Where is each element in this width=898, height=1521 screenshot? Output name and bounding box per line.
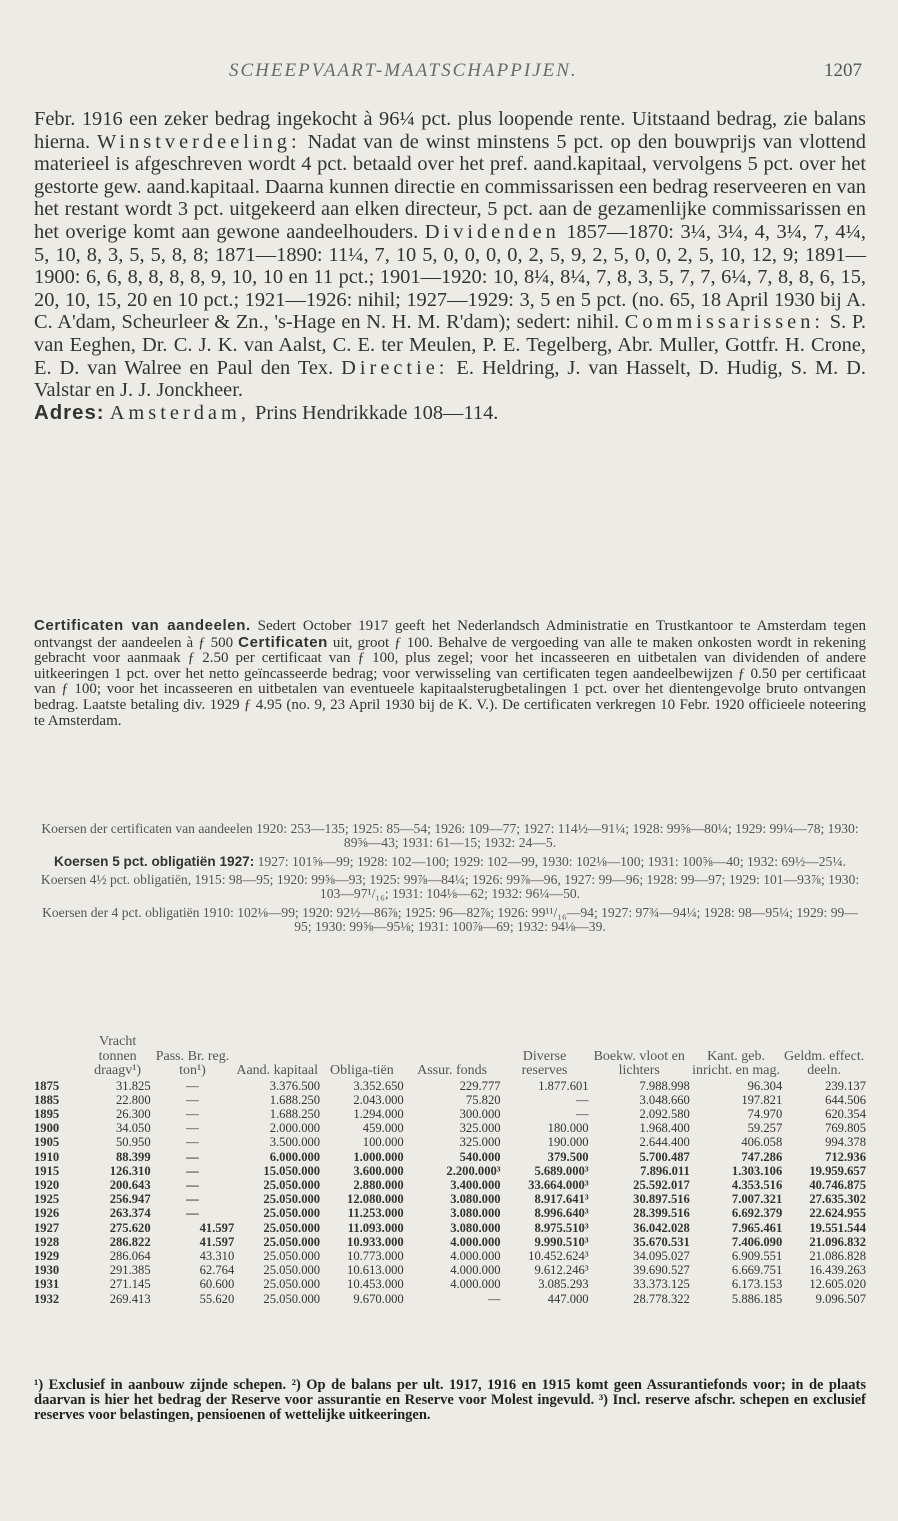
table-header-cell: Boekw. vloot en lichters (593, 1048, 685, 1078)
para1-text-1: Febr. 1916 een zeker bedrag ingekocht à 96¼ pct. plus loopende rente. Uitstaand bedrag, zie balans hierna. (34, 108, 866, 153)
certificaten-paragraph (34, 618, 866, 729)
table-cell: 21.086.828 (809, 1248, 866, 1263)
table-cell: 1.688.250 (269, 1092, 321, 1107)
table-cell: 286.064 (109, 1248, 151, 1263)
table-cell: 75.820 (465, 1092, 501, 1107)
table-cell: 1.294.000 (353, 1106, 404, 1121)
table-cell: — (186, 1163, 199, 1178)
table-cell: 50.950 (116, 1135, 151, 1150)
table-cell: 4.000.000 (450, 1263, 501, 1278)
table-cell: 271.145 (109, 1277, 151, 1292)
table-cell: 1.688.250 (269, 1106, 321, 1121)
table-cell: 16.439.263 (809, 1263, 866, 1278)
table-cell: — (186, 1078, 199, 1093)
table-cell: 21.096.832 (809, 1234, 866, 1249)
table-row (34, 1277, 866, 1291)
table-cell: 286.822 (109, 1234, 151, 1249)
table-cell: 263.374 (109, 1206, 151, 1221)
table-cell: 325.000 (459, 1121, 501, 1136)
table-row (34, 1206, 866, 1220)
table-cell: 9.096.507 (815, 1291, 866, 1306)
directie-label: Directie: (341, 356, 449, 379)
table-cell: 43.310 (199, 1248, 235, 1263)
table-cell: — (186, 1121, 199, 1136)
table-cell: 3.048.660 (639, 1092, 690, 1107)
para1-text-5: E. Heldring, J. van Hasselt, D. Hudig, S. M. D. Valstar en J. J. Jonckheer. (34, 356, 866, 402)
table-cell: 10.933.000 (347, 1234, 404, 1249)
table-cell: 25.050.000 (263, 1291, 321, 1306)
table-row (34, 1121, 866, 1135)
table-cell: 325.000 (459, 1135, 501, 1150)
table-cell: 3.085.293 (538, 1277, 589, 1292)
table-cell-year: 1927 (34, 1220, 60, 1235)
table-cell: 9.670.000 (353, 1291, 404, 1306)
table-cell: 34.050 (116, 1121, 151, 1136)
table-cell: 256.947 (109, 1192, 151, 1207)
table-cell: 41.597 (199, 1220, 235, 1235)
table-cell: 10.773.000 (347, 1248, 404, 1263)
table-cell: 7.896.011 (640, 1163, 690, 1178)
table-cell: — (186, 1192, 199, 1207)
certificaten-label: Certificaten van aandeelen. (34, 617, 251, 634)
koersen-4pct: Koersen der 4 pct. obligatiën 1910: 102⅛—99; 1920: 92½—86⅞; 1925: 96—82⅞; 1926: 99¹¹/₁₆—94; 1927: 97¾—94¼; 1928: 98—95¼; 1929: 99—95; 1930: 99⅝—95⅛; 1931: 100⅞—69; 1932: 94⅛—39. (42, 904, 858, 934)
table-cell: 33.664.000³ (528, 1177, 589, 1192)
table-cell: 25.050.000 (263, 1206, 321, 1221)
table-row (34, 1235, 866, 1249)
table-header-cell: Vracht tonnen draagv¹) (94, 1034, 142, 1078)
table-header-cell: Obliga-tiën (330, 1063, 394, 1078)
table-cell: 26.300 (116, 1106, 151, 1121)
table-cell: 4.000.000 (450, 1277, 501, 1292)
table-cell: 3.600.000 (353, 1163, 404, 1178)
table-cell: 12.605.020 (809, 1277, 866, 1292)
table-cell: 6.669.751 (731, 1263, 783, 1278)
table-cell: 6.173.153 (731, 1277, 783, 1292)
koersen-5pct-values: 1927: 101⅝—99; 1928: 102—100; 1929: 102—99, 1930: 102⅛—100; 1931: 100⅝—40; 1932: 69½—25¼. (254, 853, 846, 869)
table-cell: 28.778.322 (633, 1291, 690, 1306)
table-cell: 540.000 (459, 1149, 501, 1164)
table-cell: 126.310 (109, 1163, 151, 1178)
table-cell: 9.612.246³ (534, 1263, 589, 1278)
table-cell: 74.970 (747, 1106, 783, 1121)
table-cell: 712.936 (825, 1149, 866, 1164)
table-cell: 2.200.000³ (446, 1163, 501, 1178)
table-row (34, 1292, 866, 1306)
table-cell: 3.400.000 (450, 1177, 501, 1192)
table-cell: 6.909.551 (731, 1248, 783, 1263)
table-row (34, 1135, 866, 1149)
para2-text-2: uit, groot ƒ 100. Behalve de vergoeding van alle te maken onkosten wordt in rekening gebracht voor aanmaak ƒ 2.50 per certificaat van ƒ 100, plus zegel; voor het incasseeren en uitbetalen van dividenden of andere uitkeeringen 1 pct. over het netto geïncasseerde bedrag; voor verwisseling van certificaten tegen aandeelbewijzen ƒ 0.50 per certificaat van ƒ 100; voor het incasseeren en uitbetalen van eventueele kapitaalsterugbetalingen 1 pct. over het dientengevolge bruto ontvangen bedrag. Laatste betaling div. 1929 ƒ 4.95 (no. 9, 23 April 1930 bij de K. V.). De certificaten verkregen 10 Febr. 1920 officieele noteering te Amsterdam. (34, 634, 866, 729)
table-cell: 96.304 (747, 1078, 783, 1093)
table-row (34, 1221, 866, 1235)
table-cell: 8.975.510³ (534, 1220, 589, 1235)
table-header-cell (34, 1035, 85, 1079)
table-cell: 1.303.106 (731, 1163, 783, 1178)
table-cell: 3.352.650 (353, 1078, 404, 1093)
commissarissen-label: Commissarissen: (624, 311, 825, 334)
table-cell: — (576, 1092, 589, 1107)
koersen-4half-pct: Koersen 4½ pct. obligatiën, 1915: 98—95; 1920: 99⅝—93; 1925: 99⅞—84¼; 1926: 99⅞—96, 1927: 99—96; 1928: 99—97; 1929: 101—93⅞; 1930: 103—97¹/₁₆; 1931: 104⅛—62; 1932: 96¼—50. (40, 872, 860, 902)
para1-text-2: Nadat van de winst minstens 5 pct. op den bouwprijs van vlottend materieel is afgeschreven wordt 4 pct. betaald over het pref. aand.kapitaal, vervolgens 5 pct. over het gestorte gew. aand.kapitaal. Daarna kunnen directie en commissarissen een bedrag reserveeren en van het restant wordt 3 pct. uitgekeerd aan elken directeur, 5 pct. aan de gezamenlijke commissarissen en het overige komt aan gewone aandeelhouders. (34, 130, 866, 243)
table-cell: 4.000.000 (450, 1248, 501, 1263)
table-cell: 62.764 (199, 1263, 235, 1278)
winstverdeeling-label: Winstverdeeling: (97, 130, 301, 153)
table-header-cell: Aand. kapitaal (236, 1063, 318, 1078)
table-cell: — (186, 1135, 199, 1150)
table-cell: 12.080.000 (347, 1192, 404, 1207)
table-cell: 3.080.000 (450, 1192, 501, 1207)
table-cell: 379.500 (547, 1149, 589, 1164)
table-cell: 22.800 (116, 1092, 151, 1107)
table-cell: 10.613.000 (347, 1263, 404, 1278)
table-cell: 39.690.527 (633, 1263, 690, 1278)
table-cell: 447.000 (547, 1291, 589, 1306)
table-cell: 10.453.000 (347, 1277, 404, 1292)
table-cell: 406.058 (741, 1135, 783, 1150)
koersen-certificaten: Koersen der certificaten van aandeelen 1920: 253—135; 1925: 85—54; 1926: 109—77; 1927: 114½—91¼; 1928: 99⅝—80¼; 1929: 99¼—78; 1930: 89⅝—43; 1931: 61—15; 1932: 24—5. (41, 821, 859, 850)
table-cell: 620.354 (825, 1106, 866, 1121)
table-cell-year: 1931 (34, 1277, 60, 1292)
page-number: 1207 (824, 60, 862, 81)
certificaten-label-2: Certificaten (238, 633, 328, 651)
table-cell: 5.886.185 (731, 1291, 783, 1306)
table-cell: 34.095.027 (633, 1248, 690, 1263)
table-cell: 180.000 (547, 1121, 589, 1136)
table-cell: — (186, 1106, 199, 1121)
table-cell: 8.996.640³ (534, 1206, 589, 1221)
table-cell: 2.092.580 (639, 1106, 690, 1121)
table-cell: 7.965.461 (731, 1220, 783, 1235)
table-cell: 1.968.400 (639, 1121, 690, 1136)
table-cell: 25.050.000 (263, 1234, 321, 1249)
table-cell: 25.050.000 (263, 1248, 321, 1263)
table-cell-year: 1926 (34, 1206, 60, 1221)
table-header-cell: Diverse reserves (521, 1048, 568, 1078)
table-cell: 5.689.000³ (534, 1163, 589, 1178)
table-cell-year: 1932 (34, 1291, 60, 1306)
table-cell: 275.620 (109, 1220, 151, 1235)
table-row (34, 1249, 866, 1263)
table-cell: 15.050.000 (263, 1163, 321, 1178)
table-cell: — (186, 1149, 199, 1164)
table-cell: 197.821 (741, 1092, 783, 1107)
table-cell: 6.692.379 (731, 1206, 783, 1221)
table-cell: 291.385 (109, 1263, 151, 1278)
table-header-row (34, 1035, 866, 1079)
table-cell: 5.700.487 (639, 1149, 690, 1164)
table-header-cell: Assur. fonds (417, 1063, 488, 1078)
table-cell: 994.378 (825, 1135, 866, 1150)
table-cell: 3.080.000 (450, 1206, 501, 1221)
table-cell: 229.777 (459, 1078, 501, 1093)
table-cell: 200.643 (109, 1177, 151, 1192)
table-cell: — (487, 1291, 501, 1306)
para1-text-4: S. P. van Eeghen, Dr. C. J. K. van Aalst, C. E. ter Meulen, P. E. Tegelberg, Abr. Muller, Gottfr. H. Crone, E. D. van Walree en Paul den Tex. (34, 311, 866, 379)
table-cell: 28.399.516 (633, 1206, 690, 1221)
table-cell: — (186, 1092, 199, 1107)
table-cell: 27.635.302 (809, 1192, 866, 1207)
table-cell-year: 1905 (34, 1135, 60, 1150)
table-row (34, 1263, 866, 1277)
para1-text-3: 1857—1870: 3¼, 3¼, 4, 3¼, 7, 4¼, 5, 10, 8, 3, 5, 5, 8, 8; 1871—1890: 11¼, 7, 10 5, 0, 0, 0, 0, 2, 5, 9, 2, 5, 0, 0, 2, 5, 10, 12, 9; 1891—1900: 6, 6, 8, 8, 8, 8, 9, 10, 10 en 11 pct.; 1901—1920: 10, 8¼, 8¼, 7, 8, 3, 5, 7, 7, 6¼, 7, 8, 8, 6, 15, 20, 10, 15, 20 en 10 pct.; 1921—1926: nihil; 1927—1929: 3, 5 en 5 pct. (no. 65, 18 April 1930 bij A. C. A'dam, Scheurleer & Zn., 's-Hage en N. H. M. R'dam); sedert: nihil. (34, 220, 866, 334)
table-cell: 25.050.000 (263, 1277, 321, 1292)
table-cell-year: 1929 (34, 1248, 60, 1263)
koersen-5pct-label: Koersen 5 pct. obligatiën 1927: (54, 853, 255, 869)
company-paragraph (34, 108, 866, 424)
table-cell: 35.670.531 (633, 1234, 690, 1249)
table-header-cell: Pass. Br. reg. ton¹) (155, 1048, 230, 1078)
para2-text-1: Sedert October 1917 geeft het Nederlandsch Administratie en Trustkantoor te Amsterdam tegen ontvangst der aandeelen à ƒ 500 (34, 618, 866, 651)
page-header (34, 60, 868, 90)
table-cell: 769.805 (825, 1121, 866, 1136)
table-cell: 25.050.000 (263, 1192, 321, 1207)
table-cell-year: 1900 (34, 1121, 60, 1136)
table-cell-year: 1895 (34, 1106, 60, 1121)
table-cell-year: 1925 (34, 1192, 60, 1207)
running-title: SCHEEPVAART-MAATSCHAPPIJEN. (229, 60, 578, 81)
table-row (34, 1178, 866, 1192)
table-cell: 25.050.000 (263, 1263, 321, 1278)
table-cell: 9.990.510³ (534, 1234, 589, 1249)
table-cell: 19.551.544 (809, 1220, 866, 1235)
table-cell-year: 1930 (34, 1263, 60, 1278)
table-cell-year: 1885 (34, 1092, 60, 1107)
footnotes: ¹) Exclusief in aanbouw zijnde schepen. ²) Op de balans per ult. 1917, 1916 en 1915 komt geen Assurantiefonds voor; in de plaats daarvan is hier het bedrag der Reserve voor assurantie en Reserve voor Molest ingevuld. ³) Incl. reserve afschr. schepen en exclusief reserves voor belastingen, pensioenen of wettelijke uitkeeringen. (34, 1377, 866, 1424)
table-cell: 11.253.000 (347, 1206, 404, 1221)
koersen-5pct (34, 855, 866, 869)
table-cell: 2.043.000 (353, 1092, 404, 1107)
table-cell: 4.000.000 (450, 1234, 501, 1249)
table-cell: 31.825 (116, 1078, 151, 1093)
table-row (34, 1079, 866, 1093)
table-cell-year: 1875 (34, 1078, 60, 1093)
table-cell-year: 1928 (34, 1234, 60, 1249)
adres-label: Adres: (34, 401, 105, 424)
table-header-cell: Kant. geb. inricht. en mag. (692, 1048, 780, 1078)
table-cell: — (186, 1206, 199, 1221)
table-cell: 41.597 (199, 1234, 235, 1249)
table-cell: 4.353.516 (731, 1177, 783, 1192)
table-cell: 7.406.090 (731, 1234, 783, 1249)
koersen-block (34, 822, 866, 939)
table-cell: 6.000.000 (269, 1149, 321, 1164)
table-cell-year: 1920 (34, 1177, 60, 1192)
table-cell: — (576, 1106, 589, 1121)
table-cell: 10.452.624³ (528, 1248, 589, 1263)
table-cell: 7.007.321 (731, 1192, 783, 1207)
table-cell: 19.959.657 (809, 1163, 866, 1178)
table-cell: 25.050.000 (263, 1220, 321, 1235)
table-cell: 747.286 (741, 1149, 783, 1164)
table-cell: 40.746.875 (809, 1177, 866, 1192)
table-row (34, 1192, 866, 1206)
table-cell: 2.644.400 (639, 1135, 690, 1150)
table-cell: 3.500.000 (269, 1135, 321, 1150)
table-cell: 25.050.000 (263, 1177, 321, 1192)
table-cell: 30.897.516 (633, 1192, 690, 1207)
table-row (34, 1107, 866, 1121)
balance-table-wrap (34, 1035, 866, 1306)
table-cell-year: 1915 (34, 1163, 60, 1178)
table-body (34, 1079, 866, 1306)
table-cell: 33.373.125 (633, 1277, 690, 1292)
table-cell: — (186, 1177, 199, 1192)
table-cell: 459.000 (362, 1121, 404, 1136)
table-cell: 7.988.998 (639, 1078, 690, 1093)
table-cell: 3.080.000 (450, 1220, 501, 1235)
table-cell: 269.413 (109, 1291, 151, 1306)
table-cell: 100.000 (362, 1135, 404, 1150)
table-cell: 2.880.000 (353, 1177, 404, 1192)
table-cell: 25.592.017 (633, 1177, 690, 1192)
table-cell: 59.257 (747, 1121, 783, 1136)
table-row (34, 1093, 866, 1107)
table-header-cell: Geldm. effect. deeln. (784, 1048, 865, 1078)
table-cell: 190.000 (547, 1135, 589, 1150)
table-cell: 88.399 (116, 1149, 151, 1164)
table-row (34, 1164, 866, 1178)
table-cell: 3.376.500 (269, 1078, 321, 1093)
table-cell: 60.600 (199, 1277, 235, 1292)
table-row (34, 1150, 866, 1164)
table-cell: 22.624.955 (809, 1206, 866, 1221)
dividenden-label: Dividenden (424, 220, 560, 243)
table-cell-year: 1910 (34, 1149, 60, 1164)
table-cell: 1.000.000 (353, 1149, 404, 1164)
table-cell: 8.917.641³ (534, 1192, 589, 1207)
adres-street: Prins Hendrikkade 108—114. (249, 401, 499, 424)
table-cell: 644.506 (825, 1092, 866, 1107)
table-cell: 1.877.601 (538, 1078, 589, 1093)
adres-city: Amsterdam, (109, 401, 250, 424)
table-cell: 11.093.000 (347, 1220, 404, 1235)
table-cell: 55.620 (199, 1291, 235, 1306)
table-cell: 2.000.000 (269, 1121, 321, 1136)
table-cell: 239.137 (825, 1078, 866, 1093)
table-cell: 300.000 (459, 1106, 501, 1121)
table-cell: 36.042.028 (633, 1220, 690, 1235)
balance-table (34, 1035, 866, 1306)
